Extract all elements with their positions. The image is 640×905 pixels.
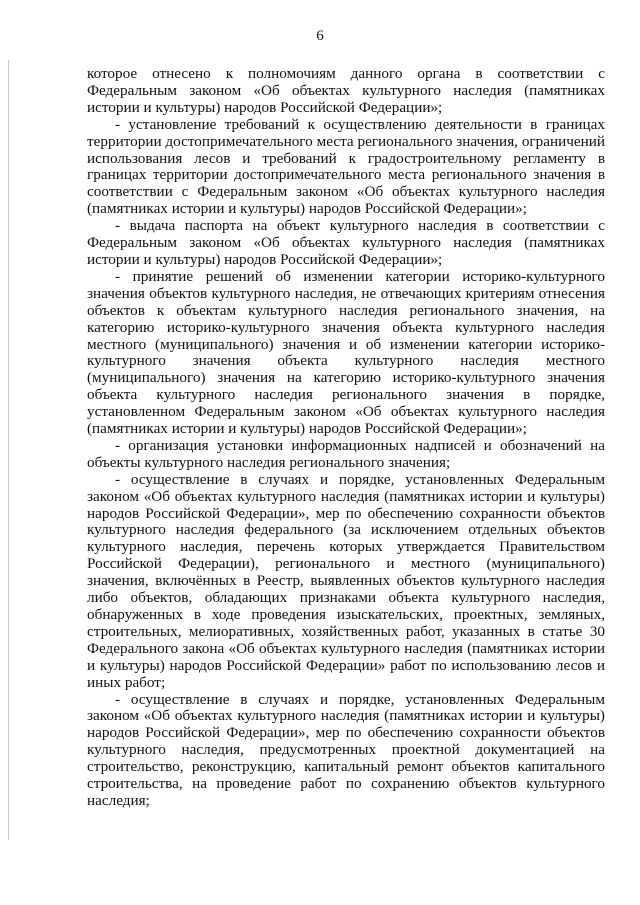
paragraph-continuation: которое отнесено к полномочиям данного органа в соответствии с Федеральным законом «Об объектах культурного наследия (памятниках истории и культуры) народов Российской Федерации»; bbox=[87, 65, 605, 116]
paragraph-requirements: - установление требований к осуществлению деятельности в границах территории достопримечательного места регионального значения, ограничений использования лесов и требований к градостроительному регламенту в границах территории достопримечательного места регионального значения в соответствии с Федеральным законом «Об объектах культурного наследия (памятниках истории и культуры) народов Российской Федерации»; bbox=[87, 115, 605, 218]
paragraph-passport: - выдача паспорта на объект культурного наследия в соответствии с Федеральным законом «Об объектах культурного наследия (памятниках истории и культуры) народов Российской Федерации»; bbox=[87, 217, 605, 268]
page-number: 6 bbox=[316, 28, 324, 44]
document-body bbox=[87, 66, 605, 810]
paragraph-category-change: - принятие решений об изменении категории историко-культурного значения объектов культурного наследия, не отвечающих критериям отнесения объектов к объектам культурного наследия регионального значения, на категорию историко-культурного значения объекта культурного наследия местного (муниципального) значения и об изменении категории историко-культурного значения объекта культурного наследия местного (муниципального) значения на категорию историко-культурного значения объекта культурного наследия регионального значения в порядке, установленном Федеральным законом «Об объектах культурного наследия (памятниках истории и культуры) народов Российской Федерации»; bbox=[87, 267, 605, 438]
paragraph-preservation-measures: - осуществление в случаях и порядке, установленных Федеральным законом «Об объектах культурного наследия (памятниках истории и культуры) народов Российской Федерации», мер по обеспечению сохранности объектов культурного наследия федерального (за исключением отдельных объектов культурного наследия, перечень которых утверждается Правительством Российской Федерации), регионального и местного (муниципального) значения, включённых в Реестр, выявленных объектов культурного наследия либо объектов, обладающих признаками объекта культурного наследия, обнаруженных в ходе проведения изыскательских, проектных, земляных, строительных, мелиоративных, хозяйственных работ, указанных в статье 30 Федерального закона «Об объектах культурного наследия (памятниках истории и культуры) народов Российской Федерации» работ по использованию лесов и иных работ; bbox=[87, 470, 605, 691]
page-edge-line bbox=[8, 60, 9, 840]
paragraph-information-signs: - организация установки информационных надписей и обозначений на объекты культурного наследия регионального значения; bbox=[87, 436, 605, 471]
paragraph-project-documentation: - осуществление в случаях и порядке, установленных Федеральным законом «Об объектах культурного наследия (памятниках истории и культуры) народов Российской Федерации», мер по обеспечению сохранности объектов культурного наследия, предусмотренных проектной документацией на строительство, реконструкцию, капитальный ремонт объектов капитального строительства, на проведение работ по сохранению объектов культурного наследия; bbox=[87, 690, 605, 809]
